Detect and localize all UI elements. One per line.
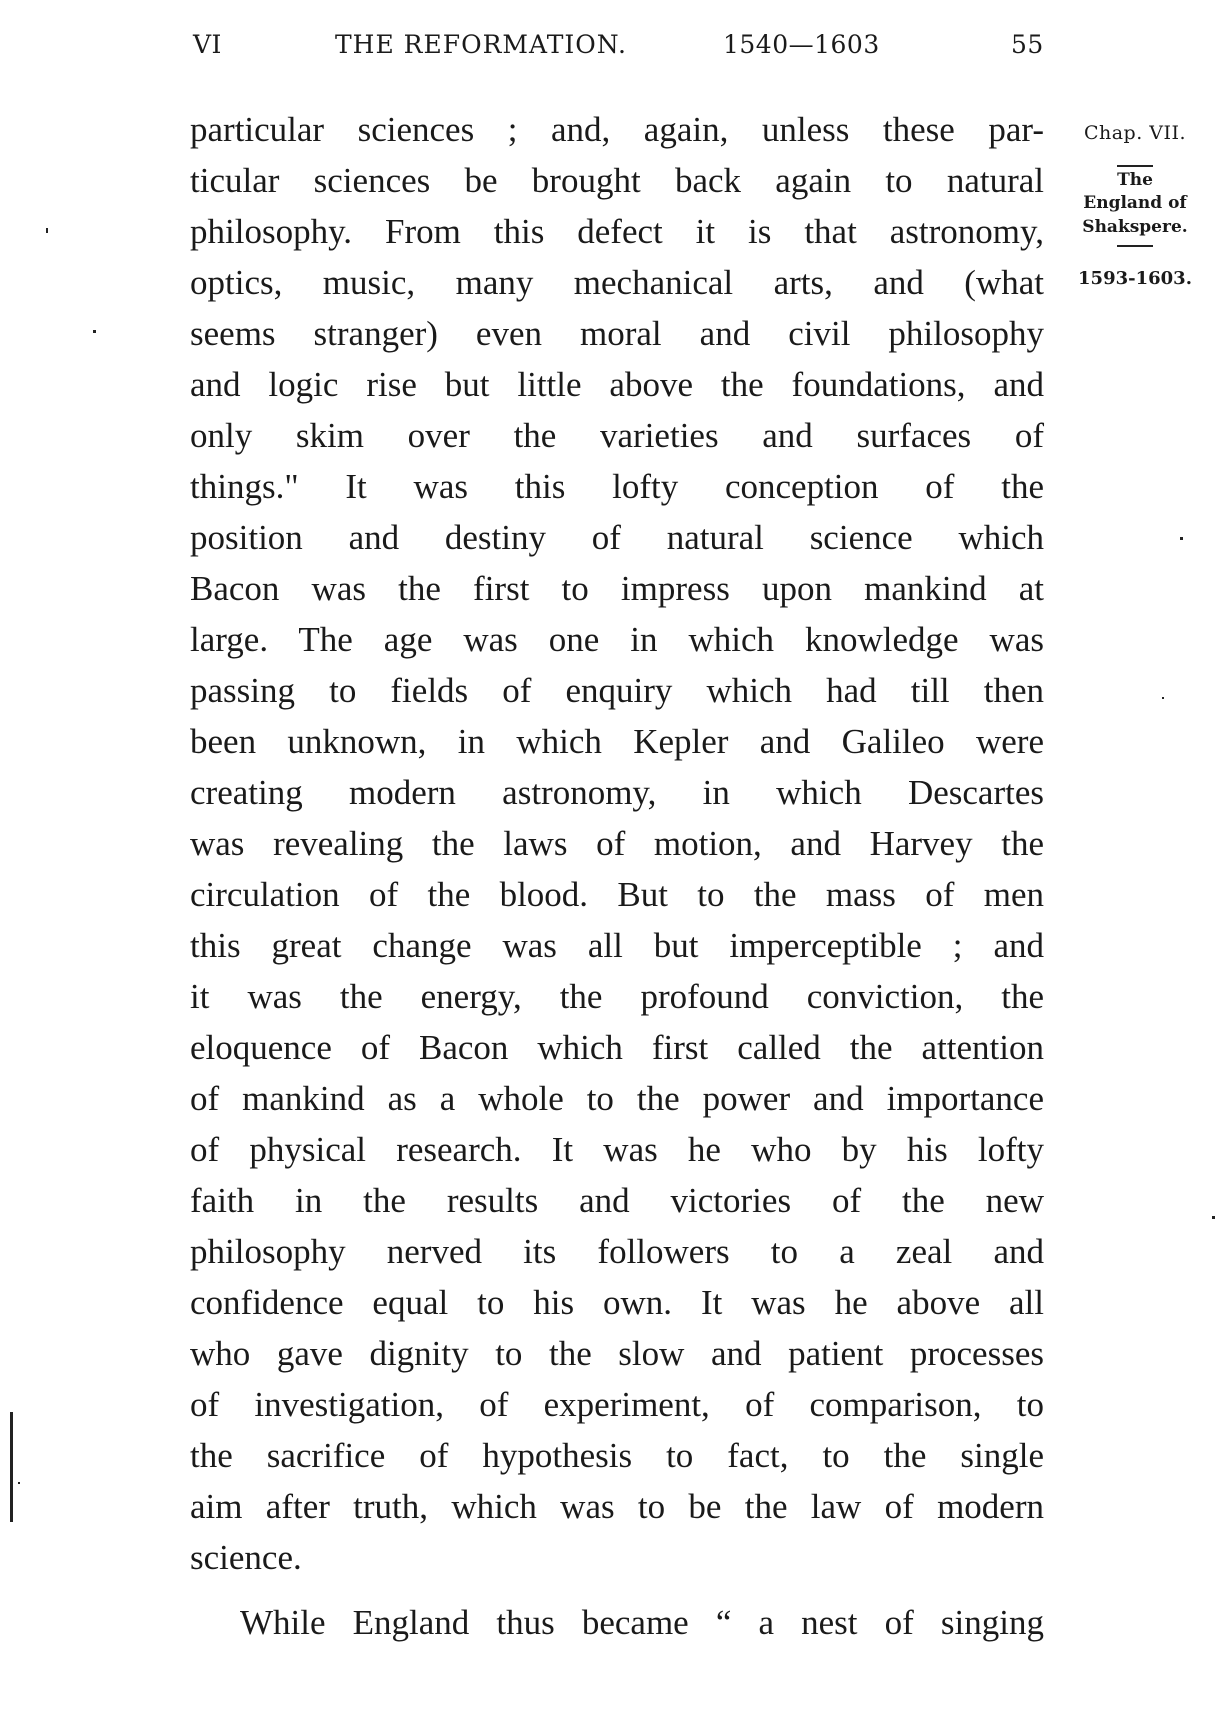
text-line: passing to fields of enquiry which had till then [190,671,1044,710]
text-line: was revealing the laws of motion, and Harvey the [190,824,1044,863]
running-head-title: THE REFORMATION. [335,30,627,59]
margin-rule-bottom [1117,245,1153,247]
text-line: Bacon was the first to impress upon mankind at [190,569,1044,608]
text-line: of mankind as a whole to the power and importance [190,1079,1044,1118]
scan-speck [1212,1216,1215,1219]
running-head-chapter: VI [193,30,222,59]
text-line: aim after truth, which was to be the law of modern [190,1487,1044,1526]
scan-speck [18,1482,20,1484]
text-line: particular sciences ; and, again, unless these par- [190,110,1044,149]
margin-rule-top [1117,165,1153,167]
scan-speck [1162,697,1164,699]
text-line: creating modern astronomy, in which Descartes [190,773,1044,812]
margin-chapter: Chap. VII. [1083,122,1187,144]
running-head-years: 1540—1603 [723,30,880,59]
text-line: large. The age was one in which knowledge was [190,620,1044,659]
margin-heading-line1: The [1117,170,1153,190]
text-line: faith in the results and victories of the new [190,1181,1044,1220]
page-number: 55 [1011,30,1044,59]
text-line: and logic rise but little above the foundations, and [190,365,1044,404]
margin-heading-line3: Shakspere. [1082,217,1188,237]
text-line: eloquence of Bacon which first called the attention [190,1028,1044,1067]
body-text [190,104,1044,1648]
text-line: this great change was all but imperceptible ; and [190,926,1044,965]
text-line: philosophy nerved its followers to a zeal and [190,1232,1044,1271]
text-line: things." It was this lofty conception of the [190,467,1044,506]
paragraph-2 [190,1597,1044,1648]
text-line: philosophy. From this defect it is that astronomy, [190,212,1044,251]
text-line: seems stranger) even moral and civil philosophy [190,314,1044,353]
paragraph-1 [190,104,1044,1583]
text-line: the sacrifice of hypothesis to fact, to the single [190,1436,1044,1475]
scan-speck [46,228,48,233]
text-line: only skim over the varieties and surfaces of [190,416,1044,455]
text-line: confidence equal to his own. It was he above all [190,1283,1044,1322]
text-line: been unknown, in which Kepler and Galileo were [190,722,1044,761]
margin-years: 1593-1603. [1078,268,1192,289]
text-line: ticular sciences be brought back again to natural [190,161,1044,200]
binding-mark [10,1412,13,1522]
scan-speck [93,330,96,333]
text-line: it was the energy, the profound conviction, the [190,977,1044,1016]
text-line: of investigation, of experiment, of comparison, to [190,1385,1044,1424]
margin-heading-line2: England of [1083,193,1187,213]
text-line: While England thus became “ a nest of singing [240,1603,1044,1642]
text-line: circulation of the blood. But to the mass of men [190,875,1044,914]
text-line: optics, music, many mechanical arts, and (what [190,263,1044,302]
text-line: science. [190,1538,302,1577]
text-line: position and destiny of natural science which [190,518,1044,557]
scan-speck [1180,537,1183,540]
paragraph-gap [190,1583,1044,1597]
text-line: of physical research. It was he who by his lofty [190,1130,1044,1169]
text-line: who gave dignity to the slow and patient processes [190,1334,1044,1373]
